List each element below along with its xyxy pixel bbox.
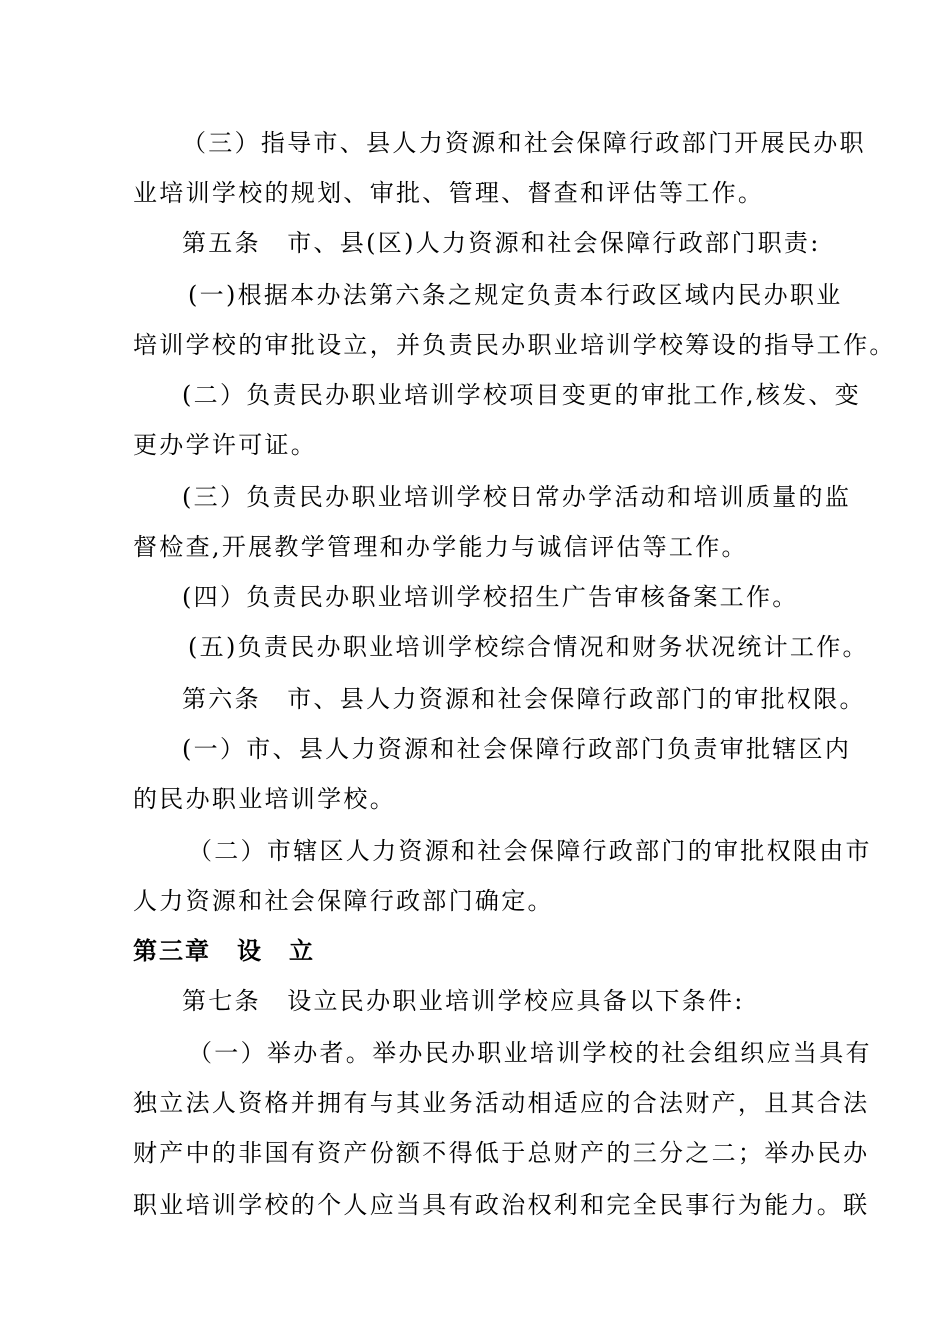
paragraph-line: (四）负责民办职业培训学校招生广告审核备案工作。	[182, 583, 799, 611]
paragraph-line: (五)负责民办职业培训学校综合情况和财务状况统计工作。	[188, 633, 869, 661]
paragraph-line: 独立法人资格并拥有与其业务活动相适应的合法财产，且其合法	[133, 1089, 870, 1117]
paragraph-line: (二）负责民办职业培训学校项目变更的审批工作,核发、变	[182, 381, 862, 409]
paragraph-line: 培训学校的审批设立，并负责民办职业培训学校筹设的指导工作。	[133, 331, 896, 359]
article-heading: 第七条 设立民办职业培训学校应具备以下条件:	[182, 987, 745, 1015]
paragraph-line: (三）负责民办职业培训学校日常办学活动和培训质量的监	[182, 483, 852, 511]
paragraph-line: 职业培训学校的个人应当具有政治权利和完全民事行为能力。联	[133, 1191, 870, 1219]
paragraph-line: 人力资源和社会保障行政部门确定。	[133, 887, 554, 915]
paragraph-line: （一）举办者。举办民办职业培训学校的社会组织应当具有	[188, 1039, 872, 1067]
paragraph-line: (一)根据本办法第六条之规定负责本行政区域内民办职业	[188, 281, 843, 309]
article-heading: 第五条 市、县(区)人力资源和社会保障行政部门职责:	[182, 229, 821, 257]
article-heading: 第六条 市、县人力资源和社会保障行政部门的审批权限。	[182, 685, 866, 713]
paragraph-line: 督检查,开展教学管理和办学能力与诚信评估等工作。	[133, 533, 748, 561]
paragraph-line: （二）市辖区人力资源和社会保障行政部门的审批权限由市	[188, 837, 872, 865]
paragraph-line: 更办学许可证。	[133, 431, 318, 459]
paragraph-line: 财产中的非国有资产份额不得低于总财产的三分之二；举办民办	[133, 1139, 870, 1167]
chapter-heading: 第三章 设 立	[133, 937, 315, 965]
paragraph-line: 业培训学校的规划、审批、管理、督查和评估等工作。	[133, 179, 765, 207]
paragraph-line: 的民办职业培训学校。	[133, 785, 396, 813]
paragraph-line: （三）指导市、县人力资源和社会保障行政部门开展民办职	[182, 129, 866, 157]
paragraph-line: (一）市、县人力资源和社会保障行政部门负责审批辖区内	[182, 735, 852, 763]
